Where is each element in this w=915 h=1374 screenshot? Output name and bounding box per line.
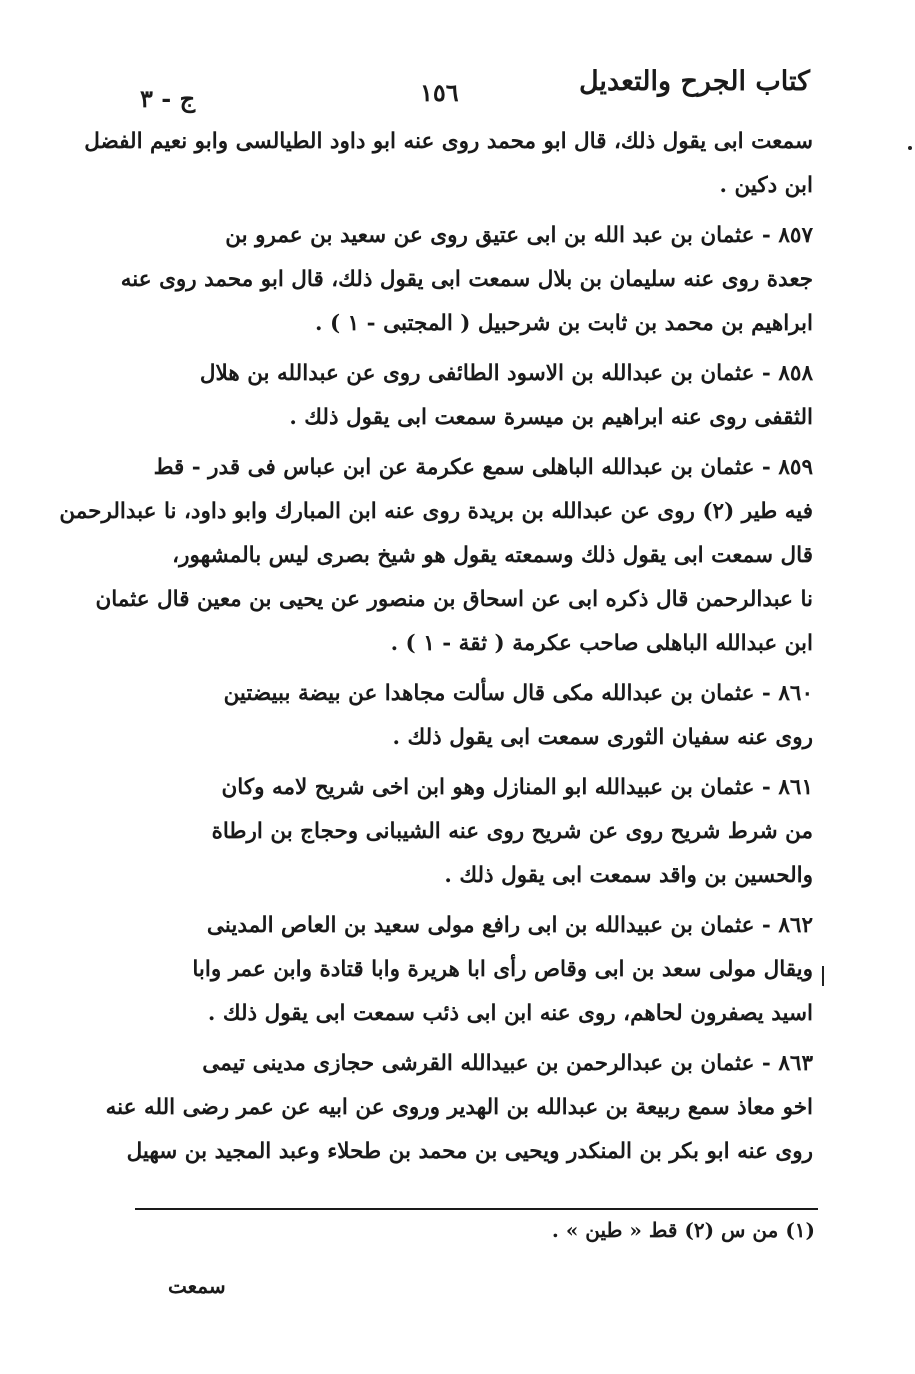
text-line: اسيد يصفرون لحاهم، روى عنه ابن ابى ذئب سمعت ابى يقول ذلك . (207, 1001, 813, 1026)
book-title: كتاب الجرح والتعديل (578, 66, 810, 97)
entry-862 (133, 904, 813, 1036)
catchword: سمعت (168, 1274, 226, 1298)
text-line: ٨٦٣ - عثمان بن عبدالرحمن بن عبيدالله القرشى حجازى مدينى تيمى (202, 1051, 813, 1076)
entry-860 (133, 672, 813, 760)
page-header (130, 66, 810, 116)
text-line: ٨٦١ - عثمان بن عبيدالله ابو المنازل وهو ابن اخى شريح لامه وكان (221, 775, 813, 800)
text-line: فيه طير (٢) روى عن عبدالله بن بريدة روى عنه ابن المبارك وابو داود، نا عبدالرحمن (59, 499, 813, 524)
text-line: ٨٦٢ - عثمان بن عبيدالله بن ابى رافع مولى سعيد بن العاص المدينى (206, 913, 813, 938)
entry-859 (59, 446, 813, 666)
footnote: (١) من س (٢) قط « طين » . (551, 1218, 815, 1242)
entry-858 (133, 352, 813, 440)
text-line: من شرط شريح روى عن شريح روى عنه الشيبانى وحجاج بن ارطاة (211, 819, 813, 844)
text-line: ٨٥٩ - عثمان بن عبدالله الباهلى سمع عكرمة عن ابن عباس فى قدر - قط (153, 455, 813, 480)
text-line: نا عبدالرحمن قال ذكره ابى عن اسحاق بن منصور عن يحيى بن معين قال عثمان (95, 587, 813, 612)
text-line: روى عنه ابو بكر بن المنكدر ويحيى بن محمد بن طحلاء وعبد المجيد بن سهيل (126, 1139, 813, 1164)
text-line: اخو معاذ سمع ربيعة بن عبدالله بن الهدير وروى عن ابيه عن عمر رضى الله عنه (105, 1095, 813, 1120)
text-line: الثقفى روى عنه ابراهيم بن ميسرة سمعت ابى يقول ذلك . (289, 405, 813, 430)
scan-mark (822, 966, 824, 986)
entry-861 (133, 766, 813, 898)
text-line: جعدة روى عنه سليمان بن بلال سمعت ابى يقول ذلك، قال ابو محمد روى عنه (120, 267, 813, 292)
body-text (59, 120, 813, 1180)
text-line: ٨٥٧ - عثمان بن عبد الله بن ابى عتيق روى عن سعيد بن عمرو بن (225, 223, 813, 248)
text-line: ٨٦٠ - عثمان بن عبدالله مكى قال سألت مجاهدا عن بيضة ببيضتين (223, 681, 813, 706)
entry-863 (105, 1042, 813, 1174)
text-line: ابراهيم بن محمد بن ثابت بن شرحبيل ( المجتبى - ١ ) . (314, 311, 813, 336)
entry-857 (120, 214, 813, 346)
text-line: ٨٥٨ - عثمان بن عبدالله بن الاسود الطائفى روى عن عبدالله بن هلال (199, 361, 813, 386)
text-line: ابن دكين . (719, 173, 813, 198)
text-line: ويقال مولى سعد بن ابى وقاص رأى ابا هريرة وابا قتادة وابن عمر وابا (192, 957, 813, 982)
text-line: والحسين بن واقد سمعت ابى يقول ذلك . (444, 863, 813, 888)
footnote-divider (135, 1208, 818, 1210)
text-line: سمعت ابى يقول ذلك، قال ابو محمد روى عنه ابو داود الطيالسى وابو نعيم الفضل (84, 129, 813, 154)
entry-continuation (84, 120, 813, 208)
volume-label: ج - ٣ (140, 84, 196, 113)
text-line: ابن عبدالله الباهلى صاحب عكرمة ( ثقة - ١ ) . (390, 631, 813, 656)
text-line: روى عنه سفيان الثورى سمعت ابى يقول ذلك . (392, 725, 813, 750)
scan-speck (908, 146, 912, 150)
text-line: قال سمعت ابى يقول ذلك وسمعته يقول هو شيخ بصرى ليس بالمشهور، (172, 543, 813, 568)
page-number: ١٥٦ (420, 78, 459, 107)
